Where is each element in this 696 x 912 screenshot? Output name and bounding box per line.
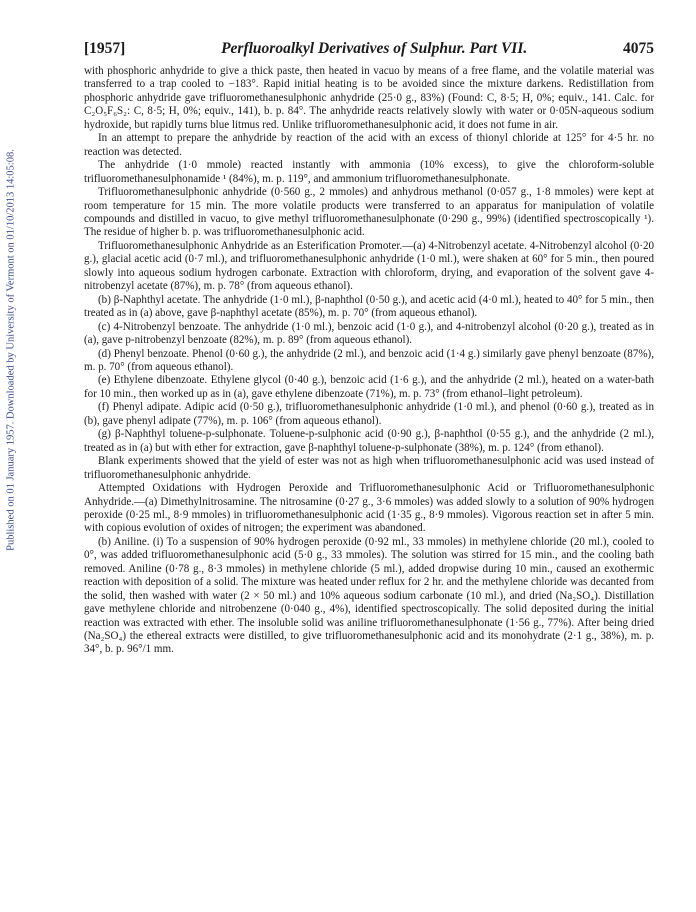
download-notice: Published on 01 January 1957. Downloaded by University of Vermont on 01/10/2013 14:05:08.	[5, 149, 17, 551]
paragraph: In an attempt to prepare the anhydride by reaction of the acid with an excess of thionyl chloride at 125° for 4·5 hr. no reaction was detected.	[84, 132, 654, 158]
header-title: Perfluoroalkyl Derivatives of Sulphur. Part VII.	[221, 40, 528, 57]
article-body	[84, 65, 654, 657]
running-header	[84, 40, 654, 58]
paragraph: Trifluoromethanesulphonic Anhydride as an Esterification Promoter.—(a) 4-Nitrobenzyl acetate. 4-Nitrobenzyl alcohol (0·20 g.), glacial acetic acid (0·7 ml.), and trifluoromethanesulphonic anhydride (1·0 ml.), were shaken at 60° for 5 min., then poured slowly into aqueous sodium hydrogen carbonate. Extraction with chloroform, drying, and evaporation of the solvent gave 4-nitrobenzyl acetate (87%), m. p. 78° (from aqueous ethanol).	[84, 239, 654, 293]
download-watermark	[0, 0, 22, 912]
paragraph: Trifluoromethanesulphonic anhydride (0·560 g., 2 mmoles) and anhydrous methanol (0·057 g., 1·8 mmoles) were kept at room temperature for 15 min. The more volatile products were transferred to an apparatus for manipulation of volatile compounds and distilled in vacuo, to give methyl trifluoromethanesulphonate (0·290 g., 99%) (identified spectroscopically ¹). The residue of higher b. p. was trifluoromethanesulphonic acid.	[84, 186, 654, 239]
paragraph: Blank experiments showed that the yield of ester was not as high when trifluoromethanesulphonic acid was used instead of trifluoromethanesulphonic anhydride.	[84, 455, 654, 481]
header-year: [1957]	[84, 40, 126, 57]
paragraph: (b) Aniline. (i) To a suspension of 90% hydrogen peroxide (0·92 ml., 33 mmoles) in methylene chloride (20 ml.), cooled to 0°, was added trifluoromethanesulphonic acid (5·0 g., 33 mmoles). The solution was stirred for 15 min., and the cooling bath removed. Aniline (0·78 g., 8·3 mmoles) in methylene chloride (5 ml.), added dropwise during 10 min., caused an exothermic reaction with deposition of a solid. The mixture was heated under reflux for 2 hr. and the methylene chloride was decanted from the solid, then washed with water (2 × 50 ml.) and 10% aqueous sodium carbonate (10 ml.), and dried (Na₂SO₄). Distillation gave methylene chloride and nitrobenzene (0·040 g., 4%), identified spectroscopically. The solid deposited during the initial reaction was extracted with ether. The insoluble solid was aniline trifluoromethanesulphonate (1·56 g., 77%). After being dried (Na₂SO₄) the ethereal extracts were distilled, to give trifluoromethanesulphonic acid and its monohydrate (2·1 g., 38%), m. p. 34°, b. p. 96°/1 mm.	[84, 535, 654, 656]
paragraph: Attempted Oxidations with Hydrogen Peroxide and Trifluoromethanesulphonic Acid or Trifluoromethanesulphonic Anhydride.—(a) Dimethylnitrosamine. The nitrosamine (0·27 g., 3·6 mmoles) was added slowly to a solution of 90% hydrogen peroxide (0·25 ml., 8·9 mmoles) in trifluoromethanesulphonic acid (1·35 g., 8·9 mmoles). Vigorous reaction set in after 5 min. with copious evolution of oxides of nitrogen; the experiment was abandoned.	[84, 482, 654, 535]
paragraph: (f) Phenyl adipate. Adipic acid (0·50 g.), trifluoromethanesulphonic anhydride (1·0 ml.), and phenol (0·60 g.), treated as in (b), gave phenyl adipate (77%), m. p. 106° (from aqueous ethanol).	[84, 401, 654, 427]
paragraph: (b) β-Naphthyl acetate. The anhydride (1·0 ml.), β-naphthol (0·50 g.), and acetic acid (4·0 ml.), heated to 40° for 5 min., then treated as in (a) above, gave β-naphthyl acetate (85%), m. p. 70° (from aqueous ethanol).	[84, 293, 654, 320]
paragraph: The anhydride (1·0 mmole) reacted instantly with ammonia (10% excess), to give the chloroform-soluble trifluoromethanesulphonamide ¹ (84%), m. p. 119°, and ammonium trifluoromethanesulphonate.	[84, 159, 654, 185]
article-page	[84, 40, 654, 657]
paragraph: (d) Phenyl benzoate. Phenol (0·60 g.), the anhydride (2 ml.), and benzoic acid (1·4 g.) similarly gave phenyl benzoate (87%), m. p. 70° (from aqueous ethanol).	[84, 347, 654, 373]
paragraph: (c) 4-Nitrobenzyl benzoate. The anhydride (1·0 ml.), benzoic acid (1·0 g.), and 4-nitrobenzyl alcohol (0·20 g.), treated as in (a), gave p-nitrobenzyl benzoate (82%), m. p. 89° (from aqueous ethanol).	[84, 320, 654, 347]
paragraph: with phosphoric anhydride to give a thick paste, then heated in vacuo by means of a free flame, and the volatile material was transferred to a trap cooled to −183°. Rapid initial heating is to be avoided since the mixture darkens. Redistillation from phosphoric anhydride gave trifluoromethanesulphonic anhydride (25·0 g., 83%) (Found: C, 8·5; H, 0%; equiv., 141. Calc. for C₂O₅F₆S₂: C, 8·5; H, 0%; equiv., 141), b. p. 84°. The anhydride reacts relatively slowly with water or 0·05N-aqueous sodium hydroxide, but rapidly turns blue litmus red. Unlike trifluoromethanesulphonic acid, it does not fume in air.	[84, 65, 654, 131]
paragraph: (g) β-Naphthyl toluene-p-sulphonate. Toluene-p-sulphonic acid (0·90 g.), β-naphthol (0·55 g.), and the anhydride (2 ml.), treated as in (a) but with ether for extraction, gave β-naphthyl toluene-p-sulphonate (38%), m. p. 124° (from ethanol).	[84, 428, 654, 454]
header-page-number: 4075	[622, 40, 654, 57]
paragraph: (e) Ethylene dibenzoate. Ethylene glycol (0·40 g.), benzoic acid (1·6 g.), and the anhydride (2 ml.), heated on a water-bath for 10 min., then worked up as in (a), gave ethylene dibenzoate (71%), m. p. 73° (from ethanol–light petroleum).	[84, 374, 654, 400]
